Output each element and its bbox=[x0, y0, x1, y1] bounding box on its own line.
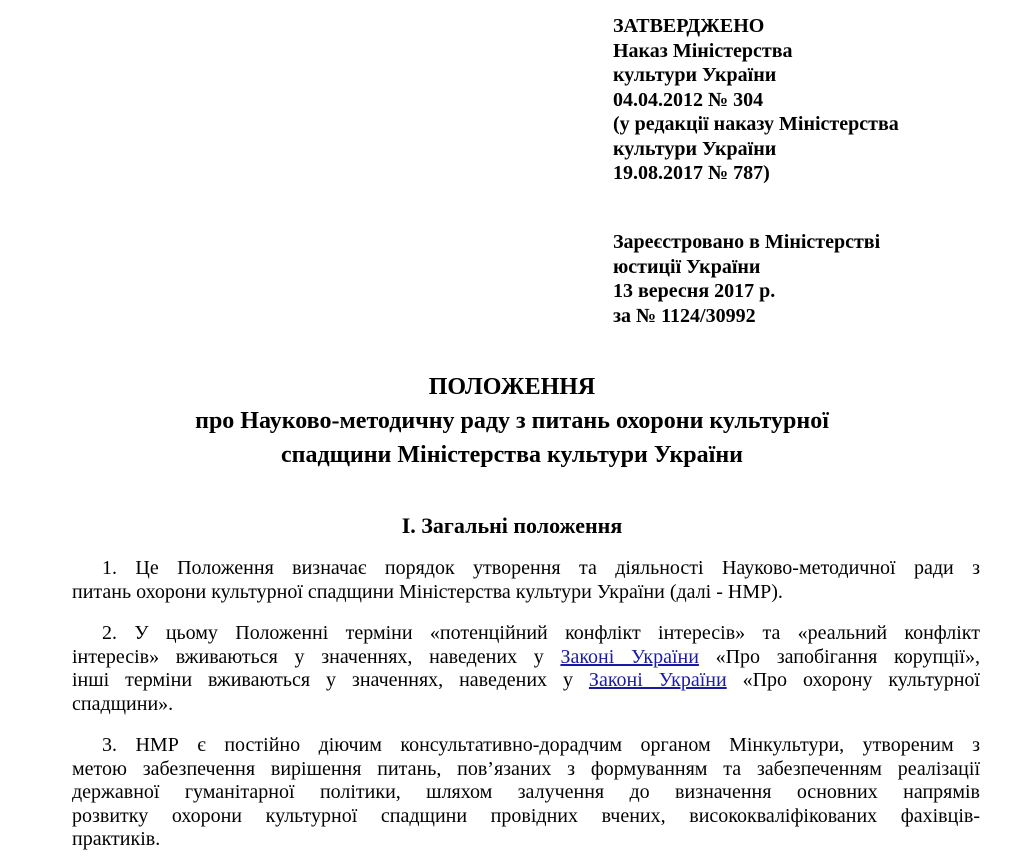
paragraph-text: «Про запобігання корупції», bbox=[698, 645, 980, 668]
approval-line: культури України bbox=[613, 64, 777, 86]
registration-line: за № 1124/30992 bbox=[613, 304, 756, 327]
registration-line: Зареєстровано в Міністерстві bbox=[613, 231, 881, 253]
paragraph-line: практиків. bbox=[72, 828, 161, 850]
paragraph-text: інтересів» вживаються у значеннях, наведених у bbox=[72, 645, 561, 668]
law-link-corruption[interactable]: Законі України bbox=[560, 645, 699, 668]
paragraph-line: метою забезпечення вирішення питань, пов’язаних з формуванням та забезпеченням реалізації bbox=[72, 757, 980, 780]
approval-line: культури України bbox=[613, 137, 777, 160]
paragraph-text: «Про охорону культурної bbox=[726, 669, 980, 691]
document-title-line: про Науково-методичну раду з питань охорони культурної bbox=[195, 408, 829, 434]
paragraph-2 bbox=[72, 622, 980, 716]
approval-line: (у редакції наказу Міністерства bbox=[613, 113, 899, 135]
paragraph-text: інші терміни вживаються у значеннях, наведених у bbox=[72, 669, 589, 691]
law-link-heritage[interactable]: Законі України bbox=[588, 669, 727, 691]
paragraph-line: спадщини». bbox=[72, 692, 174, 715]
paragraph-line: питань охорони культурної спадщини Міністерства культури України (далі - НМР). bbox=[72, 580, 783, 603]
document-title bbox=[0, 370, 1024, 472]
paragraph-1 bbox=[72, 557, 980, 604]
approval-line: 19.08.2017 № 787) bbox=[613, 162, 770, 184]
paragraph-line bbox=[72, 646, 980, 670]
paragraph-line: розвитку охорони культурної спадщини провідних вчених, висококваліфікованих фахівців- bbox=[72, 804, 980, 827]
paragraph-line bbox=[72, 669, 980, 693]
approval-line: ЗАТВЕРДЖЕНО bbox=[613, 15, 765, 37]
document-title-line: ПОЛОЖЕННЯ bbox=[428, 374, 596, 400]
paragraph-line: державної гуманітарної політики, шляхом залучення до визначення основних напрямів bbox=[72, 781, 980, 803]
registration-line: 13 вересня 2017 р. bbox=[613, 280, 776, 302]
paragraph-line: 2. У цьому Положенні терміни «потенційний конфлікт інтересів» та «реальний конфлікт bbox=[102, 622, 980, 644]
paragraph-3 bbox=[72, 734, 980, 852]
registration-line: юстиції України bbox=[613, 255, 761, 278]
paragraph-line: 1. Це Положення визначає порядок утворення та діяльності Науково-методичної ради з bbox=[102, 557, 980, 579]
document-title-line: спадщини Міністерства культури України bbox=[281, 442, 743, 468]
approval-line: Наказ Міністерства bbox=[613, 39, 793, 62]
section-heading: I. Загальні положення bbox=[401, 513, 623, 538]
registration-block bbox=[613, 230, 880, 328]
approval-block bbox=[613, 14, 899, 186]
paragraph-line: 3. НМР є постійно діючим консультативно-дорадчим органом Мінкультури, утвореним з bbox=[102, 734, 980, 756]
approval-line: 04.04.2012 № 304 bbox=[613, 88, 764, 111]
